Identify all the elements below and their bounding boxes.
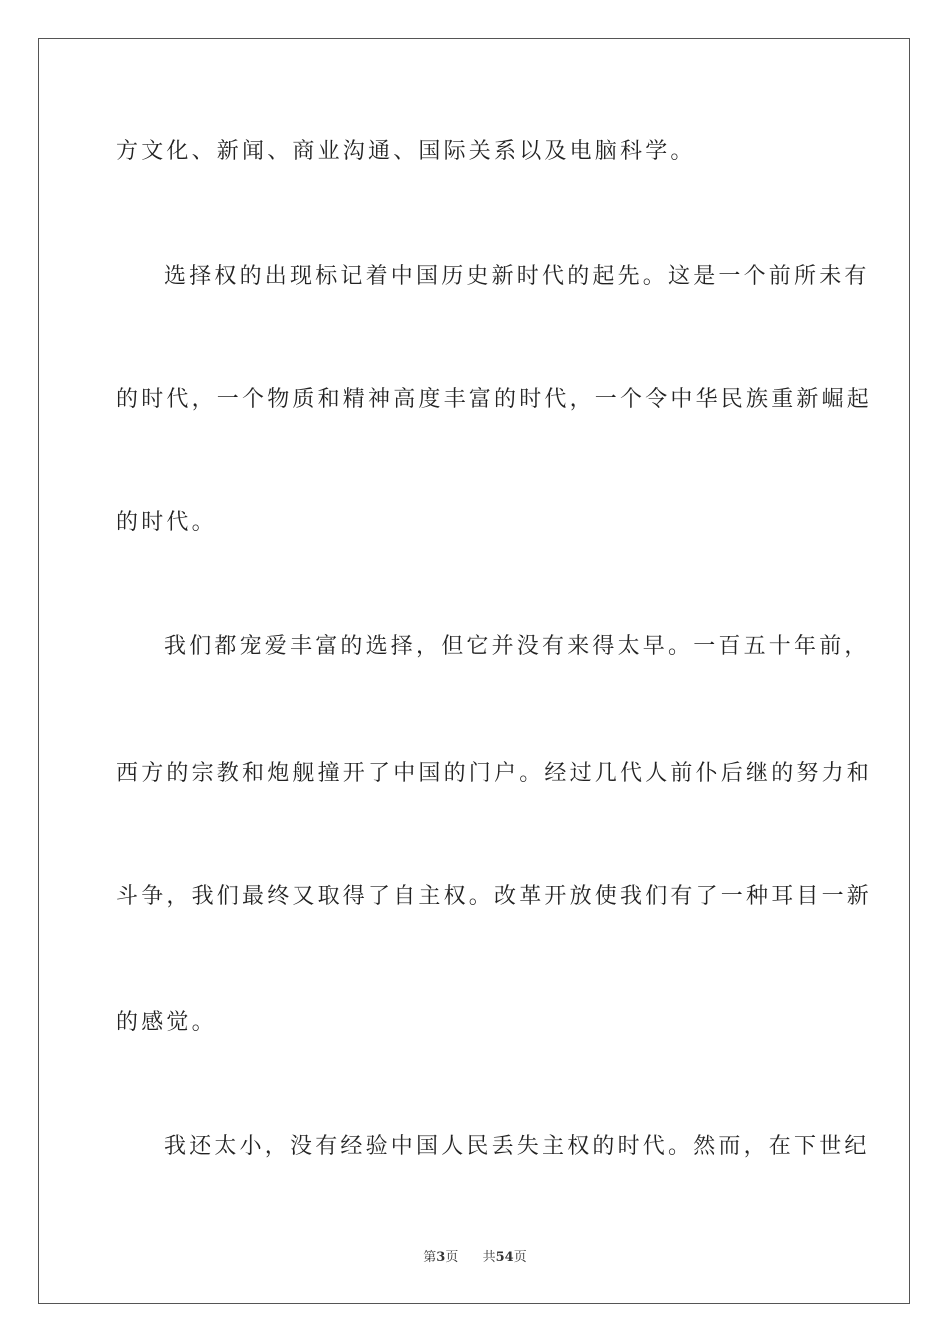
page-number: 3 xyxy=(436,1250,446,1265)
text-line-2: 选择权的出现标记着中国历史新时代的起先。这是一个前所未有 xyxy=(164,264,870,289)
total-pages: 54 xyxy=(495,1250,514,1265)
text-line-6: 西方的宗教和炮舰撞开了中国的门户。经过几代人前仆后继的努力和 xyxy=(116,761,873,786)
text-line-9: 我还太小，没有经验中国人民丢失主权的时代。然而，在下世纪 xyxy=(164,1134,870,1159)
page-border xyxy=(38,38,910,1304)
text-line-7: 斗争，我们最终又取得了自主权。改革开放使我们有了一种耳目一新 xyxy=(116,884,873,909)
total-pages-prefix: 共 xyxy=(482,1250,496,1265)
page-number-prefix: 第 xyxy=(423,1250,437,1265)
text-line-5: 我们都宠爱丰富的选择，但它并没有来得太早。一百五十年前， xyxy=(164,634,870,659)
text-line-3: 的时代，一个物质和精神高度丰富的时代，一个令中华民族重新崛起 xyxy=(116,387,873,412)
text-line-4: 的时代。 xyxy=(116,510,217,535)
text-line-1: 方文化、新闻、商业沟通、国际关系以及电脑科学。 xyxy=(116,139,696,164)
text-line-8: 的感觉。 xyxy=(116,1010,217,1035)
total-pages-suffix: 页 xyxy=(513,1250,527,1265)
page-footer xyxy=(0,1246,950,1265)
page-number-suffix: 页 xyxy=(445,1250,459,1265)
